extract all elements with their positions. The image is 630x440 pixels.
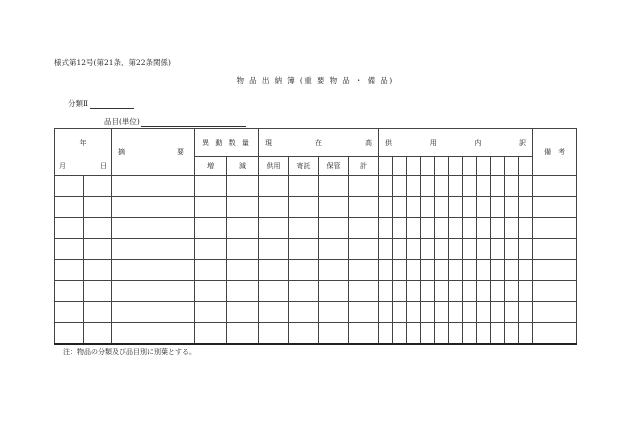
- entry-remarks-cell: [533, 176, 577, 197]
- entry-usage-cell: [393, 218, 407, 239]
- entry-usage-cell: [421, 176, 435, 197]
- entry-usage-cell: [519, 197, 533, 218]
- item-field: [104, 116, 246, 127]
- entry-storage-cell: [319, 176, 349, 197]
- entry-remarks-cell: [533, 281, 577, 302]
- entry-usage-cell: [393, 323, 407, 345]
- in-use-header: 供用: [259, 157, 289, 176]
- remarks-label: 備 考: [544, 148, 566, 156]
- entry-usage-cell: [463, 239, 477, 260]
- entry-day-cell: [84, 281, 112, 302]
- entry-usage-cell: [407, 218, 421, 239]
- entry-increase-cell: [195, 176, 227, 197]
- entry-usage-cell: [393, 176, 407, 197]
- entry-total-cell: [349, 323, 379, 345]
- month-day-header: [55, 157, 112, 176]
- entry-remarks-cell: [533, 218, 577, 239]
- entry-usage-cell: [407, 176, 421, 197]
- entry-month-cell: [55, 302, 84, 323]
- usage-char-1: 供: [385, 138, 392, 147]
- entry-usage-cell: [379, 302, 393, 323]
- entry-usage-cell: [379, 218, 393, 239]
- entry-usage-cell: [393, 197, 407, 218]
- entry-total-cell: [349, 281, 379, 302]
- entry-month-cell: [55, 218, 84, 239]
- entry-usage-cell: [463, 260, 477, 281]
- entry-deposit-cell: [289, 239, 319, 260]
- remarks-header: [533, 129, 577, 176]
- entry-usage-cell: [435, 323, 449, 345]
- entry-increase-cell: [195, 260, 227, 281]
- entry-month-cell: [55, 176, 84, 197]
- entry-decrease-cell: [227, 197, 259, 218]
- entry-day-cell: [84, 302, 112, 323]
- entry-remarks-cell: [533, 260, 577, 281]
- entry-usage-cell: [463, 281, 477, 302]
- entry-remarks-cell: [533, 239, 577, 260]
- entry-usage-cell: [393, 302, 407, 323]
- entry-in-use-cell: [259, 176, 289, 197]
- entry-total-cell: [349, 302, 379, 323]
- entry-usage-cell: [491, 281, 505, 302]
- entry-decrease-cell: [227, 323, 259, 345]
- entry-usage-cell: [407, 260, 421, 281]
- entry-decrease-cell: [227, 176, 259, 197]
- table-row: [55, 218, 577, 239]
- change-qty-header: [195, 129, 259, 157]
- entry-usage-cell: [379, 239, 393, 260]
- entry-total-cell: [349, 176, 379, 197]
- entry-usage-cell: [477, 218, 491, 239]
- entry-remarks-cell: [533, 302, 577, 323]
- usage-subcol: [435, 157, 449, 176]
- entry-usage-cell: [379, 176, 393, 197]
- entry-usage-cell: [463, 218, 477, 239]
- entry-usage-cell: [505, 302, 519, 323]
- entry-day-cell: [84, 197, 112, 218]
- entry-usage-cell: [477, 281, 491, 302]
- summary-char-1: 摘: [118, 148, 125, 156]
- entry-month-cell: [55, 197, 84, 218]
- header-row-1: [55, 129, 577, 157]
- entry-usage-cell: [379, 260, 393, 281]
- ledger-table: [54, 128, 577, 345]
- entry-in-use-cell: [259, 197, 289, 218]
- entry-total-cell: [349, 239, 379, 260]
- entry-increase-cell: [195, 197, 227, 218]
- usage-subcol: [463, 157, 477, 176]
- deposit-header: 寄託: [289, 157, 319, 176]
- entry-usage-cell: [435, 239, 449, 260]
- classification-label: 分類Ⅱ: [68, 99, 89, 108]
- entry-decrease-cell: [227, 218, 259, 239]
- entry-usage-cell: [421, 218, 435, 239]
- entry-day-cell: [84, 239, 112, 260]
- entry-usage-cell: [421, 197, 435, 218]
- entry-usage-cell: [491, 218, 505, 239]
- entry-usage-cell: [435, 197, 449, 218]
- entry-usage-cell: [421, 239, 435, 260]
- entry-remarks-cell: [533, 323, 577, 345]
- entry-usage-cell: [477, 260, 491, 281]
- table-row: [55, 260, 577, 281]
- entry-in-use-cell: [259, 260, 289, 281]
- entry-in-use-cell: [259, 302, 289, 323]
- entry-usage-cell: [435, 281, 449, 302]
- entry-usage-cell: [505, 323, 519, 345]
- usage-subcol: [505, 157, 519, 176]
- usage-subcol: [393, 157, 407, 176]
- footer-note: 注：物品の分類及び品目別に別葉とする。: [63, 348, 196, 356]
- entry-usage-cell: [449, 176, 463, 197]
- entry-in-use-cell: [259, 281, 289, 302]
- entry-usage-cell: [449, 239, 463, 260]
- entry-usage-cell: [505, 281, 519, 302]
- entry-deposit-cell: [289, 197, 319, 218]
- storage-header: 保管: [319, 157, 349, 176]
- table-row: [55, 197, 577, 218]
- entry-usage-cell: [491, 302, 505, 323]
- entry-summary-cell: [112, 197, 195, 218]
- entry-usage-cell: [463, 302, 477, 323]
- entry-deposit-cell: [289, 302, 319, 323]
- document-title: 物 品 出 納 簿 (重 要 物 品 ・ 備 品): [236, 76, 394, 85]
- entry-usage-cell: [393, 260, 407, 281]
- table-row: [55, 302, 577, 323]
- entry-usage-cell: [393, 239, 407, 260]
- entry-increase-cell: [195, 239, 227, 260]
- increase-header: 増: [195, 157, 227, 176]
- entry-usage-cell: [463, 323, 477, 345]
- entry-usage-cell: [449, 323, 463, 345]
- usage-subcol: [379, 157, 393, 176]
- entry-usage-cell: [505, 239, 519, 260]
- entry-decrease-cell: [227, 281, 259, 302]
- entry-usage-cell: [519, 281, 533, 302]
- usage-subcol: [491, 157, 505, 176]
- entry-month-cell: [55, 239, 84, 260]
- current-char-1: 現: [265, 138, 272, 147]
- entry-summary-cell: [112, 302, 195, 323]
- entry-storage-cell: [319, 302, 349, 323]
- usage-header: [379, 129, 533, 157]
- entry-usage-cell: [491, 239, 505, 260]
- classification-blank: [90, 100, 134, 109]
- entry-remarks-cell: [533, 197, 577, 218]
- entry-increase-cell: [195, 281, 227, 302]
- entry-storage-cell: [319, 323, 349, 345]
- entry-usage-cell: [463, 197, 477, 218]
- entry-day-cell: [84, 323, 112, 345]
- entry-increase-cell: [195, 323, 227, 345]
- entry-usage-cell: [519, 323, 533, 345]
- entry-usage-cell: [491, 260, 505, 281]
- usage-subcol: [519, 157, 533, 176]
- entry-usage-cell: [491, 176, 505, 197]
- entry-deposit-cell: [289, 323, 319, 345]
- usage-subcol: [407, 157, 421, 176]
- entry-usage-cell: [505, 260, 519, 281]
- entry-decrease-cell: [227, 239, 259, 260]
- entry-usage-cell: [407, 281, 421, 302]
- entry-usage-cell: [449, 302, 463, 323]
- entry-storage-cell: [319, 239, 349, 260]
- table-row: [55, 281, 577, 302]
- day-label: 日: [100, 161, 107, 170]
- entry-in-use-cell: [259, 323, 289, 345]
- entry-increase-cell: [195, 218, 227, 239]
- entry-usage-cell: [379, 197, 393, 218]
- item-label: 品目(単位): [104, 117, 140, 126]
- entry-total-cell: [349, 197, 379, 218]
- entry-day-cell: [84, 176, 112, 197]
- entry-usage-cell: [505, 197, 519, 218]
- year-label: 年: [79, 138, 87, 147]
- entry-usage-cell: [477, 197, 491, 218]
- entry-deposit-cell: [289, 218, 319, 239]
- entry-usage-cell: [435, 218, 449, 239]
- entry-usage-cell: [421, 260, 435, 281]
- entry-usage-cell: [421, 302, 435, 323]
- item-blank: [141, 118, 246, 127]
- entry-usage-cell: [491, 323, 505, 345]
- month-label: 月: [59, 161, 66, 170]
- current-char-3: 高: [365, 138, 372, 147]
- usage-subcol: [477, 157, 491, 176]
- entry-month-cell: [55, 260, 84, 281]
- entry-usage-cell: [505, 218, 519, 239]
- entry-storage-cell: [319, 260, 349, 281]
- form-id: 様式第12号(第21条、第22条関係): [54, 58, 171, 67]
- entry-deposit-cell: [289, 260, 319, 281]
- entry-decrease-cell: [227, 260, 259, 281]
- entry-total-cell: [349, 260, 379, 281]
- current-char-2: 在: [315, 138, 322, 147]
- entry-usage-cell: [505, 176, 519, 197]
- entry-usage-cell: [449, 218, 463, 239]
- entry-day-cell: [84, 260, 112, 281]
- entry-usage-cell: [519, 218, 533, 239]
- entry-usage-cell: [491, 197, 505, 218]
- entry-usage-cell: [477, 239, 491, 260]
- entry-summary-cell: [112, 260, 195, 281]
- entry-summary-cell: [112, 239, 195, 260]
- entry-usage-cell: [407, 323, 421, 345]
- entry-month-cell: [55, 323, 84, 345]
- entry-summary-cell: [112, 323, 195, 345]
- entry-deposit-cell: [289, 176, 319, 197]
- entry-usage-cell: [435, 260, 449, 281]
- entry-increase-cell: [195, 302, 227, 323]
- entry-usage-cell: [519, 302, 533, 323]
- entry-usage-cell: [477, 302, 491, 323]
- table-row: [55, 323, 577, 345]
- table-row: [55, 176, 577, 197]
- entry-usage-cell: [449, 260, 463, 281]
- entry-storage-cell: [319, 218, 349, 239]
- entry-storage-cell: [319, 281, 349, 302]
- entry-decrease-cell: [227, 302, 259, 323]
- entry-storage-cell: [319, 197, 349, 218]
- entry-usage-cell: [519, 239, 533, 260]
- entry-summary-cell: [112, 281, 195, 302]
- entry-summary-cell: [112, 176, 195, 197]
- change-qty-label: 異 動 数 量: [202, 138, 251, 147]
- usage-char-4: 訳: [519, 138, 527, 147]
- usage-subcol: [421, 157, 435, 176]
- entry-in-use-cell: [259, 218, 289, 239]
- usage-char-3: 内: [474, 138, 482, 147]
- entry-usage-cell: [463, 176, 477, 197]
- entry-usage-cell: [435, 302, 449, 323]
- total-header: 計: [349, 157, 379, 176]
- entry-summary-cell: [112, 218, 195, 239]
- table-row: [55, 239, 577, 260]
- entry-usage-cell: [407, 197, 421, 218]
- entry-usage-cell: [379, 323, 393, 345]
- usage-subcol: [449, 157, 463, 176]
- classification-field: [68, 98, 134, 109]
- summary-char-2: 要: [177, 148, 184, 156]
- entry-day-cell: [84, 218, 112, 239]
- summary-header: [112, 129, 195, 176]
- entry-usage-cell: [407, 239, 421, 260]
- entry-month-cell: [55, 281, 84, 302]
- decrease-header: 減: [227, 157, 259, 176]
- entry-deposit-cell: [289, 281, 319, 302]
- year-header: [55, 129, 112, 157]
- entry-usage-cell: [449, 197, 463, 218]
- entry-usage-cell: [449, 281, 463, 302]
- entry-usage-cell: [477, 176, 491, 197]
- usage-char-2: 用: [429, 138, 437, 147]
- entry-total-cell: [349, 218, 379, 239]
- entry-usage-cell: [435, 176, 449, 197]
- entry-usage-cell: [421, 281, 435, 302]
- entry-usage-cell: [407, 302, 421, 323]
- entry-usage-cell: [379, 281, 393, 302]
- entry-usage-cell: [477, 323, 491, 345]
- entry-in-use-cell: [259, 239, 289, 260]
- entry-usage-cell: [393, 281, 407, 302]
- entry-usage-cell: [519, 176, 533, 197]
- current-header: [259, 129, 379, 157]
- entry-usage-cell: [421, 323, 435, 345]
- entry-usage-cell: [519, 260, 533, 281]
